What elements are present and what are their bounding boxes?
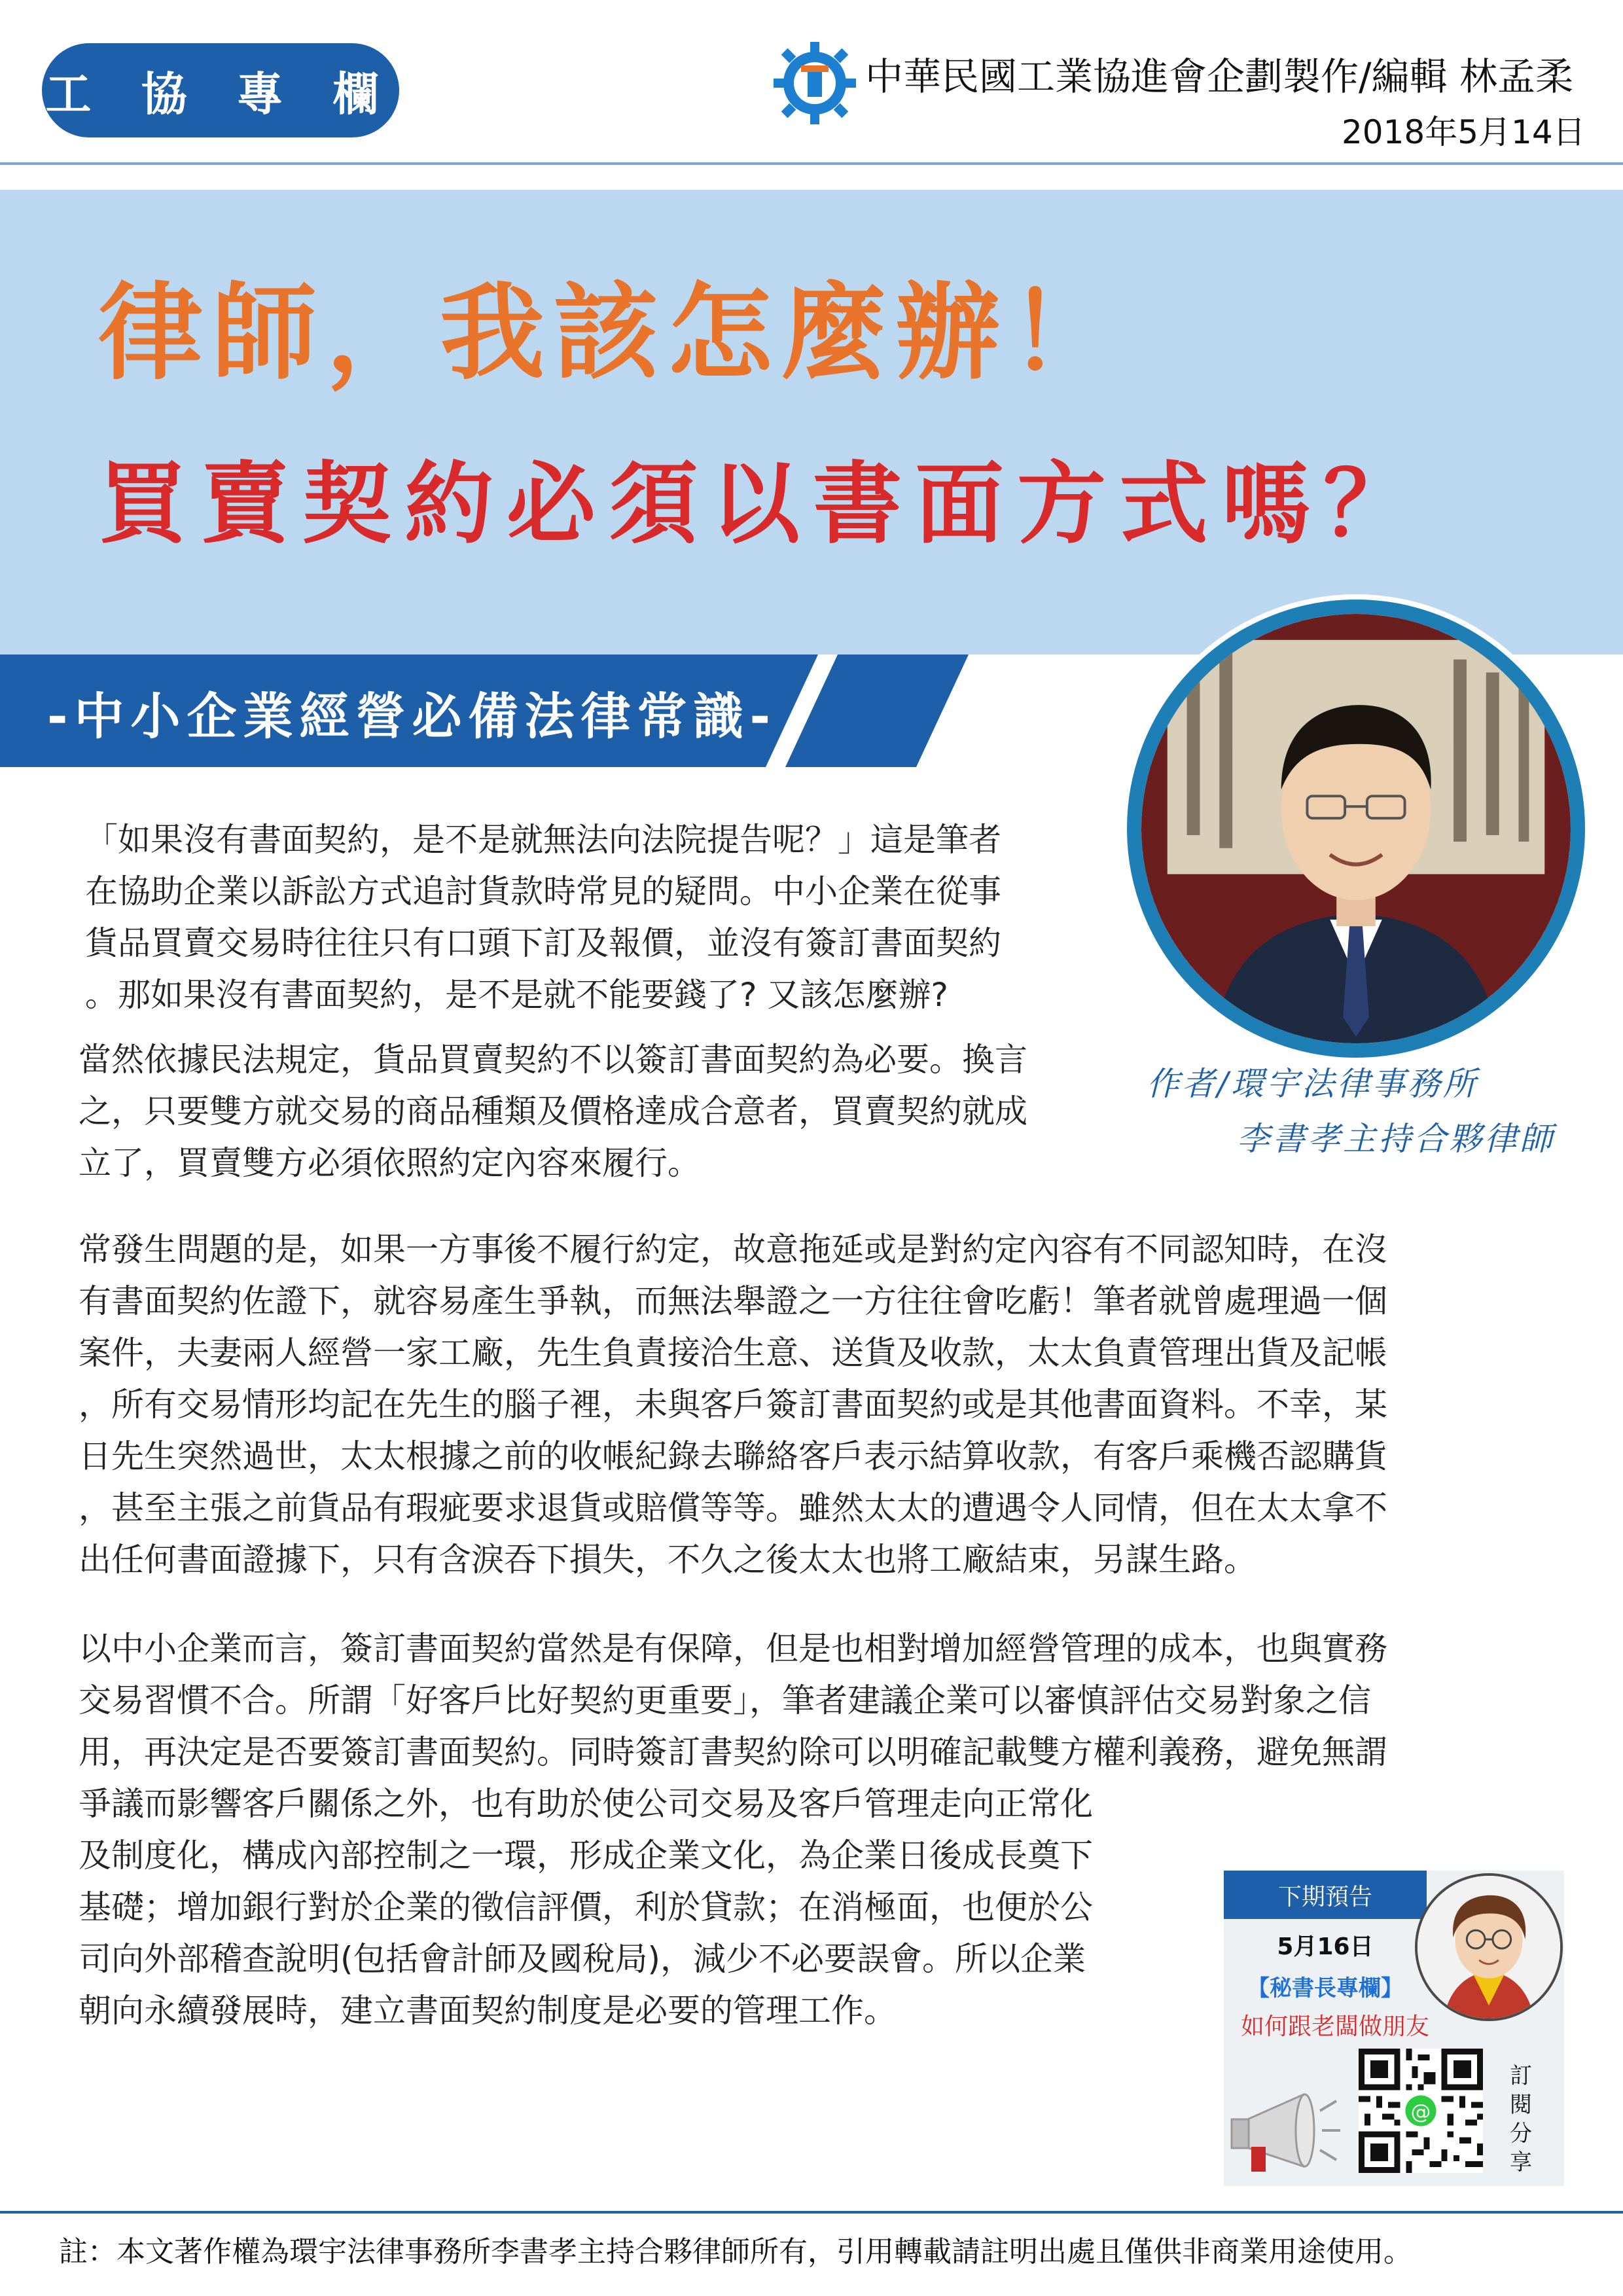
column-badge: 工 協 專 欄	[42, 43, 399, 137]
publish-date: 2018年5月14日	[1342, 113, 1586, 151]
paragraph-line: 貨品買賣交易時往往只有口頭下訂及報價，並沒有簽訂書面契約	[85, 924, 1001, 962]
portrait-illustration	[1141, 614, 1571, 1043]
paragraph-3	[79, 1224, 1387, 1586]
caricature-avatar	[1415, 1873, 1563, 2021]
page-title: 律師，我該怎麼辦！	[98, 271, 1124, 394]
paragraph-line: 司向外部稽查說明(包括會計師及國稅局)，減少不必要誤會。所以企業	[79, 1940, 1086, 1978]
paragraph-line: 爭議而影響客戶關係之外，也有助於使公司交易及客戶管理走向正常化	[79, 1785, 1093, 1823]
paragraph-2	[79, 1034, 1027, 1189]
paragraph-1	[85, 814, 1001, 1021]
gear-logo-icon	[771, 39, 859, 127]
paragraph-line: ，甚至主張之前貨品有瑕疵要求退貨或賠償等等。雖然太太的遭遇令人同情，但在太太拿不	[79, 1489, 1387, 1527]
paragraph-line: 以中小企業而言，簽訂書面契約當然是有保障，但是也相對增加經營管理的成本，也與實務	[79, 1630, 1387, 1668]
paragraph-line: 立了，買賣雙方必須依照約定內容來履行。	[79, 1144, 700, 1182]
next-issue-date: 5月16日	[1277, 1933, 1374, 1960]
paragraph-line: 日先生突然過世，太太根據之前的收帳紀錄去聯絡客戶表示結算收款，有客戶乘機否認購貨	[79, 1437, 1387, 1475]
author-label: 作者/環宇法律事務所	[1147, 1065, 1478, 1103]
paragraph-line: 當然依據民法規定，貨品買賣契約不以簽訂書面契約為必要。換言	[79, 1041, 1027, 1079]
paragraph-line: 有書面契約佐證下，就容易產生爭執，而無法舉證之一方往往會吃虧！筆者就曾處理過一個	[79, 1282, 1387, 1320]
subscribe-share-label: 訂閱分享	[1510, 2063, 1532, 2176]
paragraph-line: 基礎；增加銀行對於企業的徵信評價，利於貸款；在消極面，也便於公	[79, 1888, 1093, 1926]
paragraph-line: ，所有交易情形均記在先生的腦子裡，未與客戶簽訂書面契約或是其他書面資料。不幸，某	[79, 1386, 1387, 1424]
next-issue-column: 【秘書長專欄】	[1247, 1975, 1403, 2001]
paragraph-line: 「如果沒有書面契約，是不是就無法向法院提告呢？」這是筆者	[85, 821, 1001, 859]
author-title: 李書孝主持合夥律師	[1237, 1120, 1555, 1158]
copyright-note: 註：本文著作權為環宇法律事務所李書孝主持合夥律師所有，引用轉載請註明出處且僅供非商業用途使用。	[59, 2235, 1412, 2269]
paragraph-line: 出任何書面證據下，只有含淚吞下損失，不久之後太太也將工廠結束，另謀生路。	[79, 1541, 1257, 1579]
footer-divider	[0, 2211, 1623, 2214]
caricature-illustration	[1418, 1876, 1560, 2018]
page-subtitle: 買賣契約必須以書面方式嗎？	[98, 452, 1425, 556]
header-divider	[0, 162, 1623, 165]
megaphone-icon	[1225, 2081, 1343, 2179]
qr-code-icon[interactable]	[1359, 2049, 1483, 2173]
svg-text:@: @	[1410, 2100, 1431, 2124]
org-credit: 中華民國工業協進會企劃製作/編輯 林孟柔	[865, 54, 1573, 99]
paragraph-line: 。那如果沒有書面契約，是不是就不能要錢了? 又該怎麼辦?	[85, 976, 948, 1014]
paragraph-line: 用，再決定是否要簽訂書面契約。同時簽訂書契約除可以明確記載雙方權利義務，避免無謂	[79, 1733, 1387, 1771]
paragraph-4	[79, 1623, 1387, 2037]
paragraph-line: 之，只要雙方就交易的商品種類及價格達成合意者，買賣契約就成	[79, 1092, 1027, 1130]
paragraph-line: 及制度化，構成內部控制之一環，形成企業文化，為企業日後成長奠下	[79, 1837, 1093, 1874]
next-issue-topic: 如何跟老闆做朋友	[1240, 2013, 1429, 2040]
author-portrait	[1127, 600, 1585, 1058]
paragraph-line: 案件，夫妻兩人經營一家工廠，先生負責接洽生意、送貨及收款，太太負責管理出貨及記帳	[79, 1334, 1387, 1372]
paragraph-line: 交易習慣不合。所謂「好客戶比好契約更重要」，筆者建議企業可以審慎評估交易對象之信	[79, 1681, 1371, 1719]
next-issue-heading: 下期預告	[1224, 1871, 1427, 1919]
paragraph-line: 常發生問題的是，如果一方事後不履行約定，故意拖延或是對約定內容有不同認知時，在沒	[79, 1230, 1387, 1268]
section-banner-text: -中小企業經營必備法律常識-	[47, 687, 777, 745]
paragraph-line: 在協助企業以訴訟方式追討貨款時常見的疑問。中小企業在從事	[85, 872, 1001, 910]
paragraph-line: 朝向永續發展時，建立書面契約制度是必要的管理工作。	[79, 1992, 897, 2030]
